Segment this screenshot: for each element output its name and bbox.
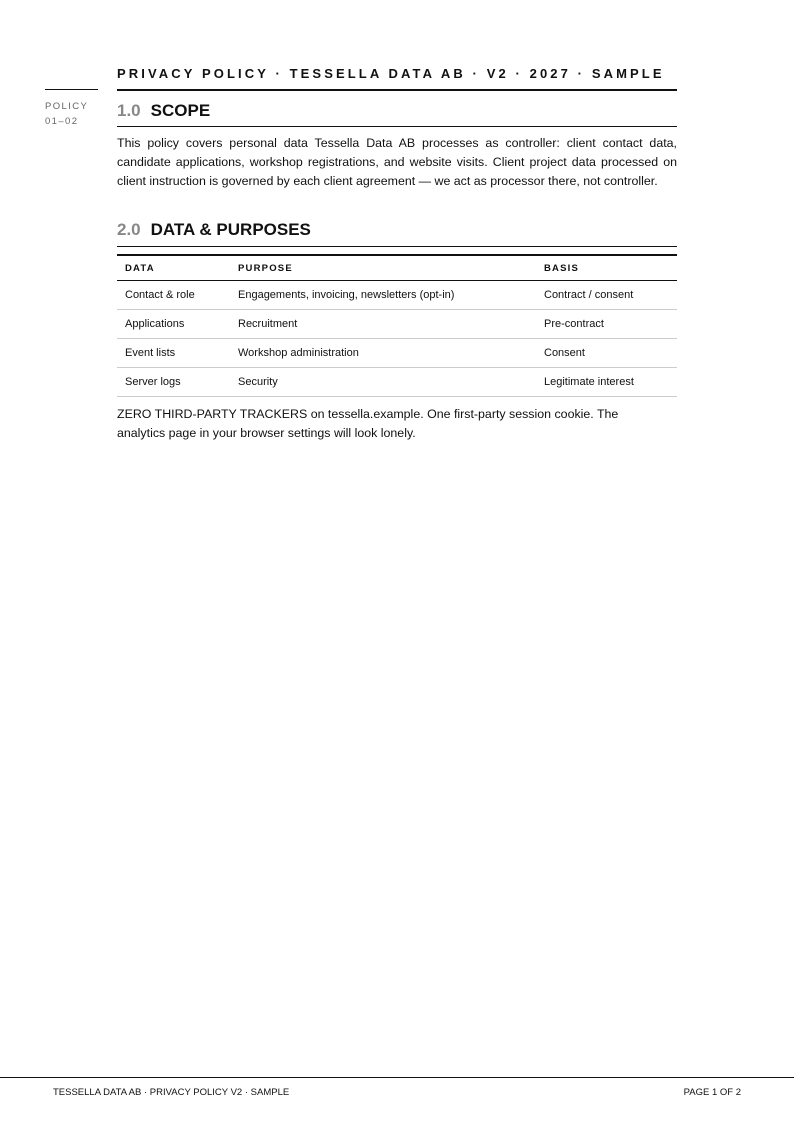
page-header-title: PRIVACY POLICY · TESSELLA DATA AB · V2 · 2027 · SAMPLE [117,66,665,81]
section-heading-scope [117,101,677,121]
column-header-basis: BASIS [536,255,677,281]
table-cell-purpose: Workshop administration [230,339,536,368]
data-purposes-table [117,254,677,397]
section-number: 2.0 [117,220,141,239]
section-title: SCOPE [150,101,211,120]
section-rule [117,246,677,247]
table-row [117,339,677,368]
margin-rule [45,89,98,90]
scope-paragraph: This policy covers personal data Tessella Data AB processes as controller: client contact data, candidate applications, workshop registrations, and website visits. Client project data processed on client instruction is governed by each client agreement — we act as processor there, not controller. [117,136,677,188]
table-cell-data: Contact & role [117,281,230,310]
table-header-row [117,255,677,281]
footer-page-number: PAGE 1 OF 2 [683,1087,741,1098]
section-heading-data-purposes [117,220,677,240]
table-cell-data: Event lists [117,339,230,368]
column-header-purpose: PURPOSE [230,255,536,281]
table-cell-basis: Pre-contract [536,310,677,339]
header-rule [117,89,677,91]
table-cell-purpose: Security [230,368,536,397]
table-cell-data: Applications [117,310,230,339]
table-row [117,310,677,339]
table-cell-data: Server logs [117,368,230,397]
table-cell-basis: Legitimate interest [536,368,677,397]
table-cell-basis: Contract / consent [536,281,677,310]
trackers-note: ZERO THIRD-PARTY TRACKERS on tessella.example. One first-party session cookie. The analytics page in your browser settings will look lonely. [117,407,619,440]
margin-note-label: POLICY [45,101,89,112]
section-title: DATA & PURPOSES [150,220,311,239]
table-cell-purpose: Engagements, invoicing, newsletters (opt-in) [230,281,536,310]
margin-note-range: 01–02 [45,116,79,127]
table-cell-basis: Consent [536,339,677,368]
footer-document-label: TESSELLA DATA AB · PRIVACY POLICY V2 · SAMPLE [53,1087,290,1098]
footer-rule [0,1077,794,1078]
table-row [117,368,677,397]
section-number: 1.0 [117,101,141,120]
table-cell-purpose: Recruitment [230,310,536,339]
column-header-data: DATA [117,255,230,281]
table-row [117,281,677,310]
margin-note [45,99,88,129]
section-rule [117,126,677,127]
